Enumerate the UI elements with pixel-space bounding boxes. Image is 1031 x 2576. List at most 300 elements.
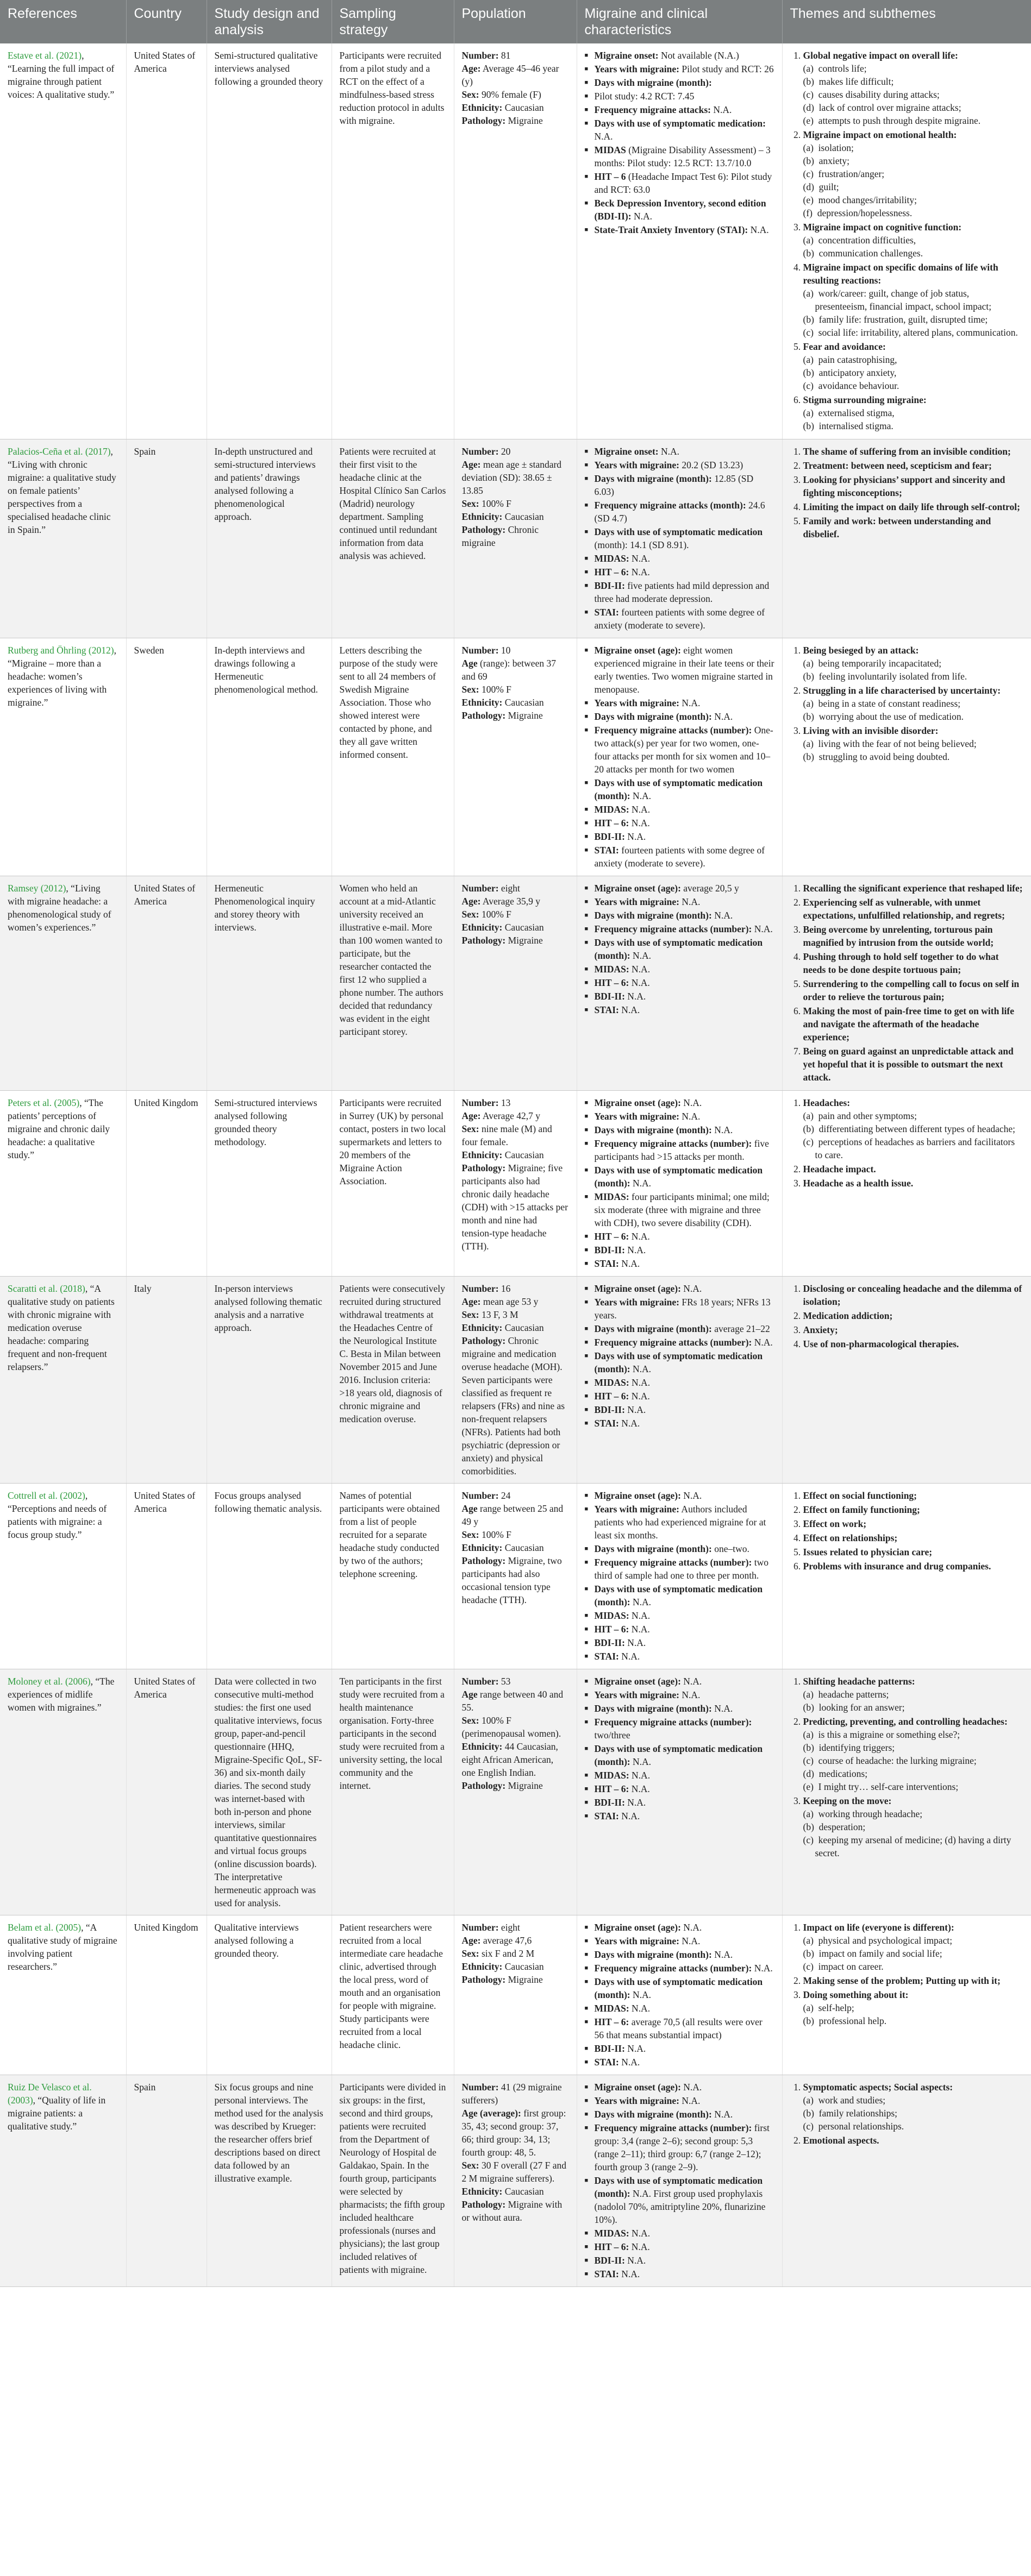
clinical-label: Migraine onset (age):: [594, 1490, 681, 1501]
themes-list: [790, 1489, 1023, 1573]
clinical-label: BDI-II:: [594, 1404, 625, 1415]
clinical-item: [585, 1503, 774, 1542]
clinical-label: State-Trait Anxiety Inventory (STAI):: [594, 224, 748, 235]
clinical-item: [585, 909, 774, 922]
sampling-cell: Patients were consecutively recruited during structured withdrawal treatments at the Headaches Centre of the Neurological Institute C. Besta in Milan between November 2015 and June 2016. Inclusion criteria: >18 years old, diagnosis of chronic migraine and medication overuse.: [332, 1277, 454, 1484]
clinical-value: N.A.: [618, 1418, 640, 1429]
theme-title: Struggling in a life characterised by uncertainty:: [803, 685, 1001, 696]
reference-title: , “The experiences of midlife women with migraines.”: [8, 1676, 115, 1713]
clinical-value: N.A.: [680, 1283, 702, 1294]
clinical-item: [585, 49, 774, 62]
design-cell: In-person interviews analysed following thematic analysis and a narrative approach.: [207, 1277, 332, 1484]
theme-item: [803, 473, 1023, 499]
clinical-item: [585, 1296, 774, 1322]
reference-title: , “Living with chronic migraine: a qualitative study on female patients’ perspectives from a specialised headache clinic in Spain.”: [8, 446, 116, 535]
clinical-item: [585, 1609, 774, 1622]
reference-cell: [0, 43, 126, 439]
clinical-item: [585, 1675, 774, 1688]
clinical-value: N.A.: [624, 1245, 646, 1255]
population-item: [462, 1489, 569, 1502]
clinical-label: STAI:: [594, 2269, 619, 2279]
clinical-cell: [577, 638, 782, 876]
subtheme: (a) being in a state of constant readiness;: [803, 698, 961, 709]
theme-item: [803, 445, 1023, 458]
population-value: Migraine: [505, 1974, 543, 1985]
theme-item: [803, 261, 1023, 339]
country-cell: Sweden: [126, 638, 207, 876]
population-value: 53: [498, 1676, 511, 1687]
clinical-label: Migraine onset:: [594, 446, 659, 457]
population-label: Sex:: [461, 684, 479, 695]
population-label: Age:: [461, 896, 481, 907]
theme-title: Anxiety;: [803, 1324, 838, 1335]
theme-title: Disclosing or concealing headache and the dilemma of isolation;: [803, 1283, 1022, 1307]
theme-title: The shame of suffering from an invisible condition;: [803, 446, 1011, 457]
theme-title: Headaches:: [803, 1097, 851, 1108]
clinical-value: N.A.: [680, 2082, 702, 2093]
clinical-cell: [577, 43, 782, 439]
clinical-value: N.A.: [629, 567, 650, 577]
subtheme: (a) living with the fear of not being believed;: [803, 738, 977, 749]
population-label: Pathology:: [461, 1163, 506, 1173]
themes-list: [790, 882, 1023, 1084]
population-label: Number:: [461, 1922, 499, 1933]
clinical-item: [585, 922, 774, 935]
country-cell: United States of America: [126, 876, 207, 1091]
population-cell: [454, 43, 577, 439]
population-value: Chronic migraine and medication overuse headache (MOH).: [461, 1335, 563, 1372]
clinical-label: MIDAS:: [594, 1610, 629, 1621]
clinical-item: [585, 2081, 774, 2094]
population-cell: [454, 1277, 577, 1484]
clinical-value: N.A.: [679, 1111, 701, 1122]
clinical-label: Days with migraine (month):: [594, 1124, 712, 1135]
clinical-value: N.A.: [629, 553, 651, 564]
sampling-cell: Participants were divided in six groups: in the first, second and third groups, patients were recruited from the Department of Neurology of Hospital de Galdakao, Spain. In the fourth group, participants were selected by pharmacists; the fifth group included healthcare professionals (nurses and physicians); the last group included relatives of patients with migraine.: [332, 2075, 454, 2287]
subtheme: (e) attempts to push through despite migraine.: [803, 115, 981, 126]
clinical-cell: [577, 1484, 782, 1669]
themes-list: [790, 1282, 1023, 1350]
theme-title: Global negative impact on overall life:: [803, 50, 958, 61]
population-label: Pathology:: [461, 1974, 506, 1985]
clinical-value: eight women experienced migraine in their late teens or their early twenties. Two women migraine started in menopause.: [594, 645, 774, 695]
population-value: Migraine, two participants had also occasional tension type headache (TTH).: [461, 1555, 562, 1605]
reference-cell: [0, 876, 126, 1091]
clinical-item: [585, 1650, 774, 1663]
clinical-list: [585, 882, 774, 1016]
population-value: average 47,6: [480, 1935, 532, 1946]
clinical-value: FRs 18 years; NFRs 13 years.: [594, 1297, 771, 1321]
clinical-item: [585, 1403, 774, 1416]
clinical-value: N.A.: [629, 964, 651, 975]
population-value: 100% F: [479, 498, 511, 509]
theme-item: [803, 1177, 1023, 1190]
clinical-item: [585, 552, 774, 565]
clinical-value: N.A.: [752, 923, 773, 934]
population-label: Sex:: [461, 1309, 479, 1320]
clinical-value: N.A.: [629, 977, 650, 988]
clinical-label: Years with migraine:: [594, 896, 680, 907]
clinical-item: [585, 1164, 774, 1190]
population-label: Age:: [461, 459, 481, 470]
reference-title: , “Learning the full impact of migraine through patient voices: A qualitative study.”: [8, 50, 115, 100]
population-item: [462, 2159, 569, 2185]
clinical-cell: [577, 439, 782, 638]
clinical-value: N.A.: [630, 1364, 652, 1374]
clinical-value: N.A.: [624, 1404, 646, 1415]
clinical-label: Migraine onset (age):: [594, 1097, 681, 1108]
table-row: [0, 1277, 1031, 1484]
table-row: [0, 43, 1031, 439]
population-item: [462, 458, 569, 497]
clinical-list: [585, 1282, 774, 1430]
themes-cell: [782, 1484, 1031, 1669]
clinical-value: N.A.: [711, 1124, 733, 1135]
population-value: Seven participants were classified as frequent re relapsers (FRs) and nine as non-frequent relapsers (NFRs). Patients had both psychiatric (depression or anxiety) and physical comorbidities.: [461, 1374, 565, 1477]
subtheme: (a) being temporarily incapacitated;: [803, 658, 942, 669]
theme-item: [803, 1545, 1023, 1559]
clinical-label: Frequency migraine attacks (number):: [594, 725, 752, 736]
theme-item: [803, 1503, 1023, 1516]
clinical-label: HIT – 6:: [594, 977, 629, 988]
clinical-label: BDI-II:: [594, 2043, 625, 2054]
clinical-item: [585, 606, 774, 632]
population-cell: [454, 1091, 577, 1277]
clinical-value: 24.6 (SD 4.7): [594, 500, 765, 524]
clinical-item: [585, 936, 774, 962]
themes-cell: [782, 439, 1031, 638]
population-value: 100% F: [479, 684, 511, 695]
column-header: Sampling strategy: [332, 0, 454, 43]
subtheme: (a) self-help;: [803, 2002, 854, 2013]
population-value: mean age ± standard deviation (SD): 38.65 ± 13.85: [461, 459, 562, 496]
clinical-item: [585, 1716, 774, 1742]
clinical-item: [585, 1962, 774, 1975]
clinical-item: [585, 197, 774, 223]
clinical-label: Days with use of symptomatic medication (month):: [594, 1584, 763, 1607]
table-row: [0, 1669, 1031, 1915]
clinical-item: [585, 696, 774, 709]
population-label: Age: [461, 658, 478, 669]
subtheme: (c) keeping my arsenal of medicine; (d) having a dirty secret.: [803, 1834, 1011, 1858]
theme-title: Problems with insurance and drug companies.: [803, 1561, 991, 1572]
clinical-item: [585, 2056, 774, 2069]
clinical-item: [585, 1769, 774, 1782]
clinical-item: [585, 1921, 774, 1934]
theme-title: Treatment: between need, scepticism and fear;: [803, 460, 992, 471]
population-cell: [454, 638, 577, 876]
clinical-value: average 21–22: [711, 1323, 770, 1334]
clinical-item: [585, 803, 774, 816]
clinical-label: Migraine onset:: [594, 50, 659, 61]
clinical-label: Frequency migraine attacks (number):: [594, 1138, 752, 1149]
clinical-value: (Migraine Disability Assessment) – 3 months: Pilot study: 12.5 RCT: 13.7/10.0: [594, 144, 771, 168]
country-cell: United States of America: [126, 1669, 207, 1915]
population-label: Sex:: [461, 1529, 479, 1540]
theme-title: Migraine impact on specific domains of life with resulting reactions:: [803, 262, 998, 286]
clinical-label: BDI-II:: [594, 1245, 625, 1255]
clinical-item: [585, 1123, 774, 1136]
clinical-item: [585, 2094, 774, 2107]
clinical-item: [585, 1137, 774, 1163]
clinical-label: Years with migraine:: [594, 1504, 680, 1515]
population-label: Pathology:: [461, 524, 506, 535]
population-item: [462, 2198, 569, 2224]
clinical-item: [585, 1489, 774, 1502]
clinical-value: N.A.: [624, 991, 646, 1002]
clinical-value: N.A.: [680, 1490, 702, 1501]
clinical-item: [585, 62, 774, 76]
population-value: Migraine; five participants also had chronic daily headache (CDH) with >15 attacks per month and nine had tension-type headache (TTH).: [461, 1163, 568, 1252]
population-item: [462, 62, 569, 88]
clinical-item: [585, 2121, 774, 2173]
clinical-value: N.A.: [630, 1989, 652, 2000]
country-cell: Spain: [126, 2075, 207, 2287]
clinical-value: N.A.: [630, 950, 652, 961]
population-label: Ethnicity:: [461, 102, 503, 113]
clinical-value: five patients had mild depression and three had moderate depression.: [594, 580, 770, 604]
population-label: Sex:: [461, 1715, 479, 1726]
theme-title: Headache as a health issue.: [803, 1178, 914, 1189]
theme-item: [803, 1921, 1023, 1973]
population-label: Number:: [461, 645, 499, 656]
subtheme: (b) identifying triggers;: [803, 1742, 895, 1753]
clinical-value: N.A.: [711, 2109, 733, 2120]
population-label: Ethnicity:: [461, 511, 503, 522]
subtheme: (d) guilt;: [803, 181, 839, 192]
clinical-value: four participants minimal; one mild; six moderate (three with migraine and three with CDH), two severe disability (CDH).: [594, 1191, 770, 1228]
theme-item: [803, 514, 1023, 541]
clinical-value: average 20,5 y: [680, 883, 739, 894]
population-label: Sex:: [461, 89, 479, 100]
theme-item: [803, 950, 1023, 976]
clinical-item: [585, 2108, 774, 2121]
clinical-item: [585, 1322, 774, 1335]
theme-item: [803, 1163, 1023, 1176]
themes-list: [790, 445, 1023, 541]
population-item: [462, 114, 569, 127]
column-header: Population: [454, 0, 577, 43]
clinical-item: [585, 579, 774, 605]
clinical-item: [585, 566, 774, 579]
reference-author: Estave et al. (2021): [8, 50, 82, 61]
sampling-cell: Participants were recruited from a pilot study and a RCT on the effect of a mindfulness-based stress reduction protocol in adults with migraine.: [332, 43, 454, 439]
theme-title: Effect on work;: [803, 1518, 867, 1529]
theme-title: Headache impact.: [803, 1164, 876, 1174]
clinical-value: (month): 14.1 (SD 8.91).: [594, 539, 689, 550]
population-item: [462, 908, 569, 921]
clinical-value: N.A.: [711, 910, 733, 921]
clinical-item: [585, 1810, 774, 1823]
clinical-list: [585, 1489, 774, 1663]
subtheme: (b) feeling involuntarily isolated from life.: [803, 671, 967, 682]
population-cell: [454, 1915, 577, 2075]
clinical-item: [585, 76, 774, 89]
population-cell: [454, 1669, 577, 1915]
population-item: [462, 882, 569, 895]
subtheme: (b) struggling to avoid being doubted.: [803, 751, 950, 762]
clinical-item: [585, 1934, 774, 1947]
clinical-item: [585, 445, 774, 458]
population-label: Ethnicity:: [461, 697, 503, 708]
subtheme: (a) controls life;: [803, 63, 867, 74]
clinical-label: Years with migraine:: [594, 460, 680, 470]
theme-item: [803, 1489, 1023, 1502]
clinical-item: [585, 644, 774, 696]
population-value: 20: [498, 446, 511, 457]
sampling-cell: Letters describing the purpose of the study were sent to all 24 members of Swedish Migraine Association. Those who showed interest were contacted by phone, and they all gave written informed consent.: [332, 638, 454, 876]
clinical-label: Migraine onset (age):: [594, 1922, 681, 1933]
population-value: Migraine: [505, 935, 543, 946]
clinical-value: N.A.: [711, 1703, 733, 1714]
clinical-value: N.A.: [629, 2228, 651, 2239]
reference-cell: [0, 1669, 126, 1915]
subtheme: (a) concentration difficulties,: [803, 235, 916, 246]
subtheme: (a) is this a migraine or something else?;: [803, 1729, 960, 1740]
subtheme: (c) avoidance behaviour.: [803, 380, 899, 391]
clinical-item: [585, 223, 774, 236]
header-row: [0, 0, 1031, 43]
clinical-value: N.A.: [711, 104, 732, 115]
design-cell: Semi-structured qualitative interviews analysed following a grounded theory: [207, 43, 332, 439]
clinical-label: Years with migraine:: [594, 1297, 680, 1308]
column-header: Country: [126, 0, 207, 43]
clinical-cell: [577, 876, 782, 1091]
population-value: Migraine: [505, 115, 543, 126]
clinical-label: HIT – 6:: [594, 1624, 629, 1635]
column-header: Migraine and clinical characteristics: [577, 0, 782, 43]
population-item: [462, 921, 569, 934]
design-cell: Hermeneutic Phenomenological inquiry and storey theory with interviews.: [207, 876, 332, 1091]
clinical-label: BDI-II:: [594, 580, 625, 591]
theme-title: Emotional aspects.: [803, 2135, 879, 2146]
theme-title: Family and work: between understanding and disbelief.: [803, 516, 991, 539]
population-label: Ethnicity:: [461, 1322, 503, 1333]
clinical-value: Authors included patients who had experienced migraine for at least six months.: [594, 1504, 766, 1541]
table-body: [0, 43, 1031, 2287]
clinical-label: STAI:: [594, 1418, 619, 1429]
sampling-cell: Women who held an account at a mid-Atlantic university received an illustrative e-mail. More than 100 women wanted to participate, but the researcher contacted the first 12 who supplied a phone number. The authors decided that redundancy was evident in the eight participant storey.: [332, 876, 454, 1091]
clinical-cell: [577, 2075, 782, 2287]
theme-item: [803, 977, 1023, 1003]
subtheme: (b) differentiating between different types of headache;: [803, 1123, 1016, 1134]
theme-item: [803, 1282, 1023, 1308]
population-label: Pathology:: [461, 1335, 506, 1346]
reference-author: Cottrell et al. (2002): [8, 1490, 85, 1501]
clinical-value: N.A.: [680, 1676, 702, 1687]
clinical-value: two third of sample had one to three per month.: [594, 1557, 768, 1581]
population-item: [462, 523, 569, 549]
design-cell: In-depth unstructured and semi-structured interviews and patients’ drawings analysed following a phenomenological approach.: [207, 439, 332, 638]
population-item: [462, 1109, 569, 1122]
population-label: Number:: [461, 1490, 499, 1501]
subtheme: (c) personal relationships.: [803, 2121, 904, 2132]
clinical-label: MIDAS:: [594, 1191, 629, 1202]
population-item: [462, 657, 569, 683]
clinical-item: [585, 2174, 774, 2226]
clinical-label: Days with use of symptomatic medication (month):: [594, 2175, 763, 2199]
clinical-value: first group: 3,4 (range 2–6); second group: 5,3 (range 2–11); third group: 6,7 (range 2–12); fourth group 3 (range 2–9).: [594, 2122, 770, 2172]
population-value: 100% F: [479, 909, 511, 920]
population-value: 30 F overall (27 F and 2 M migraine sufferers).: [461, 2160, 566, 2184]
clinical-value: N.A.: [711, 1949, 733, 1960]
country-cell: United States of America: [126, 1484, 207, 1669]
clinical-list: [585, 49, 774, 236]
clinical-value: N.A.: [624, 831, 646, 842]
population-item: [462, 49, 569, 62]
clinical-label: Years with migraine:: [594, 1111, 680, 1122]
population-item: [462, 1921, 569, 1934]
themes-cell: [782, 43, 1031, 439]
clinical-label: MIDAS:: [594, 2228, 629, 2239]
clinical-item: [585, 1336, 774, 1349]
reference-author: Palacios-Ceña et al. (2017): [8, 446, 111, 457]
population-value: six F and 2 M: [479, 1948, 535, 1959]
population-item: [462, 1528, 569, 1541]
theme-item: [803, 221, 1023, 260]
reference-cell: [0, 2075, 126, 2287]
clinical-item: [585, 1417, 774, 1430]
clinical-item: [585, 1282, 774, 1295]
clinical-item: [585, 816, 774, 830]
clinical-label: HIT – 6:: [594, 818, 629, 828]
clinical-list: [585, 1675, 774, 1823]
clinical-item: [585, 1796, 774, 1809]
clinical-value: two/three: [594, 1730, 630, 1741]
theme-title: Making sense of the problem; Putting up with it;: [803, 1975, 1001, 1986]
clinical-list: [585, 644, 774, 870]
population-label: Pathology:: [461, 935, 506, 946]
clinical-label: Years with migraine:: [594, 698, 680, 708]
population-item: [462, 895, 569, 908]
population-value: Caucasian: [502, 697, 544, 708]
population-label: Sex:: [461, 2160, 479, 2171]
clinical-value: N.A.: [752, 1963, 773, 1974]
population-value: 81: [498, 50, 511, 61]
subtheme: (b) communication challenges.: [803, 248, 923, 259]
population-label: Ethnicity:: [461, 1741, 503, 1752]
theme-title: Impact on life (everyone is different):: [803, 1922, 954, 1933]
clinical-item: [585, 1623, 774, 1636]
clinical-item: [585, 724, 774, 776]
subtheme: (a) headache patterns;: [803, 1689, 889, 1700]
reference-cell: [0, 1091, 126, 1277]
clinical-item: [585, 963, 774, 976]
subtheme: (b) professional help.: [803, 2015, 887, 2026]
themes-cell: [782, 2075, 1031, 2287]
themes-cell: [782, 1915, 1031, 2075]
clinical-item: [585, 143, 774, 169]
clinical-item: [585, 1190, 774, 1229]
clinical-value: Pilot study and RCT: 26: [679, 64, 774, 74]
themes-cell: [782, 1277, 1031, 1484]
clinical-item: [585, 525, 774, 551]
population-label: Age: [461, 1689, 478, 1700]
population-value: Migraine with or without aura.: [461, 2199, 563, 2223]
theme-title: Doing something about it:: [803, 1989, 909, 2000]
theme-title: Effect on social functioning;: [803, 1490, 917, 1501]
clinical-item: [585, 117, 774, 143]
country-cell: United States of America: [126, 43, 207, 439]
population-label: Number:: [461, 1097, 499, 1108]
clinical-label: Days with use of symptomatic medication (month):: [594, 1976, 763, 2000]
clinical-item: [585, 990, 774, 1003]
clinical-value: N.A.: [748, 224, 769, 235]
clinical-label: STAI:: [594, 1004, 619, 1015]
clinical-value: N.A.: [624, 1637, 646, 1648]
population-cell: [454, 439, 577, 638]
clinical-item: [585, 1582, 774, 1609]
